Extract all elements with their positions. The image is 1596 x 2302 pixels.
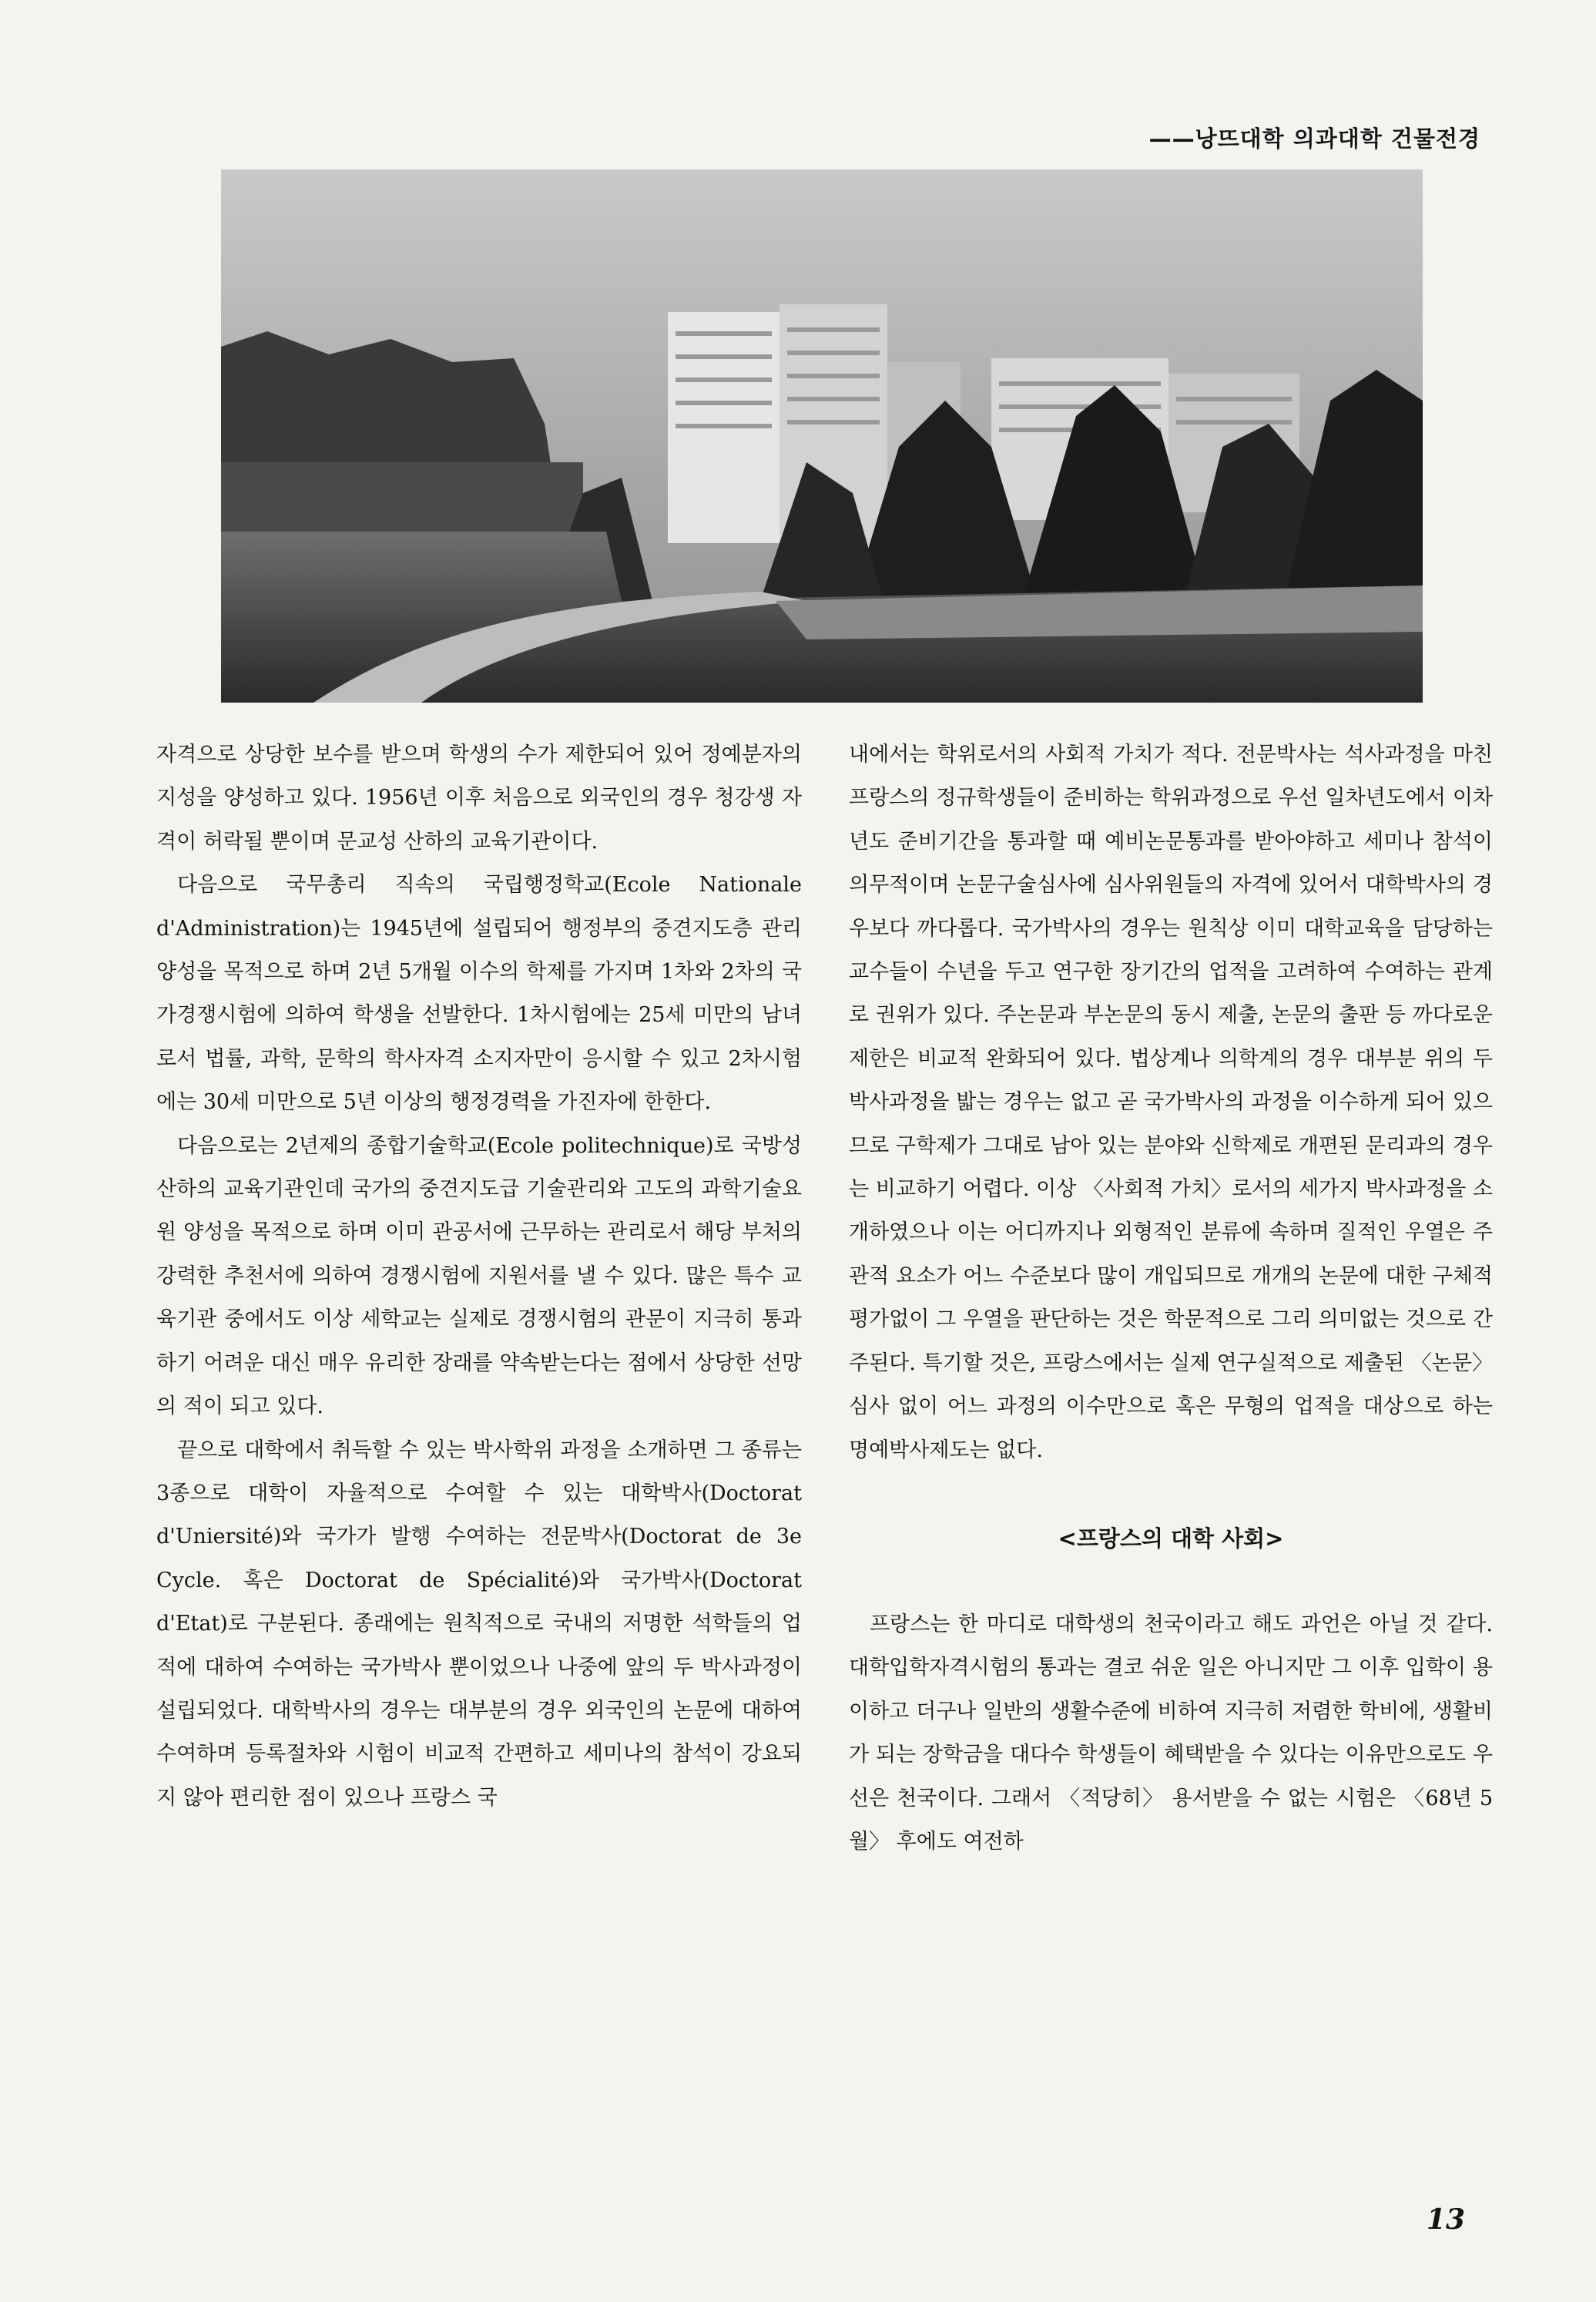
section-heading: <프랑스의 대학 사회> [1058,1525,1284,1552]
campus-building-photo [221,169,1423,703]
right-section-paragraph-1: 프랑스는 한 마디로 대학생의 천국이라고 해도 과언은 아닐 것 같다. 대학입학자격시험의 통과는 결코 쉬운 일은 아니지만 그 이후 입학이 용이하고 더구나 일반의 생활수준에 비하여 지극히 저렴한 학비에, 생활비가 되는 장학금을 대다수 학생들이 혜택받을 수 있다는 이유만으로도 우선은 천국이다. 그래서 〈적당히〉 용서받을 수 없는 시험은 〈68년 5월〉 후에도 여전하 [849,1612,1493,1854]
left-paragraph-1: 자격으로 상당한 보수를 받으며 학생의 수가 제한되어 있어 정예분자의 지성을 양성하고 있다. 1956년 이후 처음으로 외국인의 경우 청강생 자격이 허락될 뿐이며 문교성 산하의 교육기관이다. [156,743,802,854]
left-paragraph-3: 다음으로는 2년제의 종합기술학교(Ecole politechnique)로 국방성 산하의 교육기관인데 국가의 중견지도급 기술관리와 고도의 과학기술요원 양성을 목적으로 하며 이미 관공서에 근무하는 관리로서 해당 부처의 강력한 추천서에 의하여 경쟁시험에 지원서를 낼 수 있다. 많은 특수 교육기관 중에서도 이상 세학교는 실제로 경쟁시험의 관문이 지극히 통과하기 어려운 대신 매우 유리한 장래를 약속받는다는 점에서 상당한 선망의 적이 되고 있다. [156,1133,802,1419]
left-paragraph-2: 다음으로 국무총리 직속의 국립행정학교(Ecole Nationale d'Administration)는 1945년에 설립되어 행정부의 중견지도층 관리 양성을 목적으로 하며 2년 5개월 이수의 학제를 가지며 1차와 2차의 국가경쟁시험에 의하여 학생을 선발한다. 1차시험에는 25세 미만의 남녀로서 법률, 과학, 문학의 학사자격 소지자만이 응시할 수 있고 2차시험에는 30세 미만으로 5년 이상의 행정경력을 가진자에 한한다. [156,873,802,1115]
page-number: 13 [1426,2203,1465,2236]
right-column [849,733,1493,1864]
left-column [156,733,802,1820]
campus-building-photo-icon [221,169,1423,703]
photo-caption: ——낭뜨대학 의과대학 건물전경 [1148,126,1480,152]
right-paragraph-1: 내에서는 학위로서의 사회적 가치가 적다. 전문박사는 석사과정을 마친 프랑스의 정규학생들이 준비하는 학위과정으로 우선 일차년도에서 이차년도 준비기간을 통과할 때 예비논문통과를 받아야하고 세미나 참석이 의무적이며 논문구술심사에 심사위원들의 자격에 있어서 대학박사의 경우보다 까다롭다. 국가박사의 경우는 원칙상 이미 대학교육을 담당하는 교수들이 수년을 두고 연구한 장기간의 업적을 고려하여 수여하는 관계로 권위가 있다. 주논문과 부논문의 동시 제출, 논문의 출판 등 까다로운 제한은 비교적 완화되어 있다. 법상계나 의학계의 경우 대부분 위의 두 박사과정을 밟는 경우는 없고 곧 국가박사의 과정을 이수하게 되어 있으므로 구학제가 그대로 남아 있는 분야와 신학제로 개편된 문리과의 경우는 비교하기 어렵다. 이상 〈사회적 가치〉로서의 세가지 박사과정을 소개하였으나 이는 어디까지나 외형적인 분류에 속하며 질적인 우열은 주관적 요소가 어느 수준보다 많이 개입되므로 개개의 논문에 대한 구체적 평가없이 그 우열을 판단하는 것은 학문적으로 그리 의미없는 것으로 간주된다. 특기할 것은, 프랑스에서는 실제 연구실적으로 제출된 〈논문〉심사 없이 어느 과정의 이수만으로 혹은 무형의 업적을 대상으로 하는 명예박사제도는 없다. [849,743,1493,1462]
left-paragraph-4: 끝으로 대학에서 취득할 수 있는 박사학위 과정을 소개하면 그 종류는 3종으로 대학이 자율적으로 수여할 수 있는 대학박사(Doctorat d'Uniersité)와 국가가 발행 수여하는 전문박사(Doctorat de 3e Cycle. 혹은 Doctorat de Spécialité)와 국가박사(Doctorat d'Etat)로 구분된다. 종래에는 원칙적으로 국내의 저명한 석학들의 업적에 대하여 수여하는 국가박사 뿐이었으나 나중에 앞의 두 박사과정이 설립되었다. 대학박사의 경우는 대부분의 경우 외국인의 논문에 대하여 수여하며 등록절차와 시험이 비교적 간편하고 세미나의 참석이 강요되지 않아 편리한 점이 있으나 프랑스 국 [156,1438,802,1810]
